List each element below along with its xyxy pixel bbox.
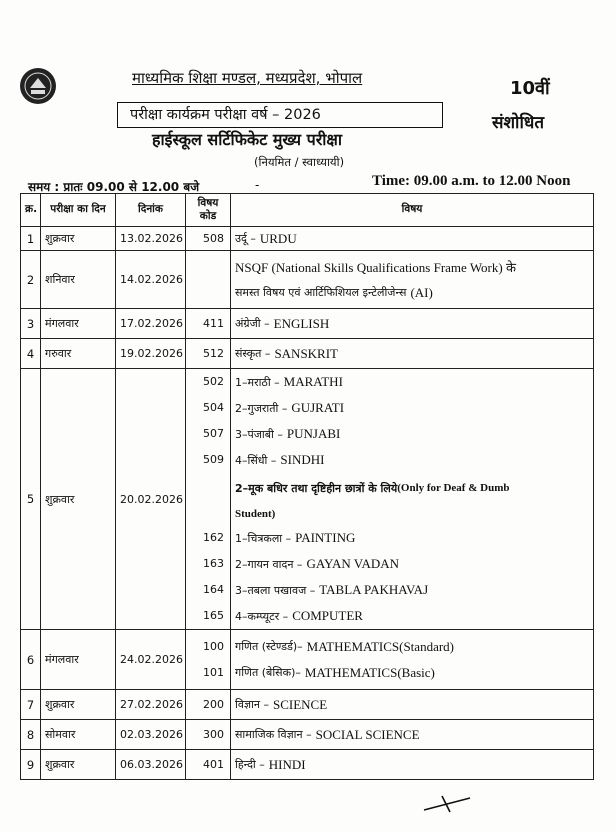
- subject-hindi: हिन्दी –: [235, 758, 265, 771]
- subject-line: [235, 725, 589, 745]
- subject-english: MATHEMATICS(Standard): [306, 638, 454, 654]
- subject-hindi: समस्त विषय एवं आर्टिफिशियल इन्टेलीजेन्स: [235, 286, 407, 299]
- subject-line: [235, 395, 589, 421]
- time-separator: -: [255, 178, 260, 192]
- serial-cell: 5: [21, 369, 41, 630]
- subject-hindi: अंग्रेजी –: [235, 317, 270, 330]
- subject-english: SINDHI: [280, 452, 325, 467]
- subject-line: [235, 280, 589, 306]
- subject-code: 507: [203, 427, 224, 440]
- subject-code: 509: [203, 453, 224, 466]
- subject-line: [235, 369, 589, 395]
- subject-hindi: संस्कृत –: [235, 347, 271, 360]
- board-seal-logo: [18, 66, 58, 106]
- subject-hindi: 2–गुजराती –: [235, 401, 288, 415]
- subject-english: MARATHI: [283, 374, 343, 389]
- subject-code: 100: [203, 639, 224, 653]
- table-row: [21, 227, 594, 251]
- subject-code: 162: [203, 531, 224, 544]
- date-cell: 06.03.2026: [116, 750, 186, 780]
- subject-code: 504: [203, 401, 224, 414]
- subject-hindi: 4–कम्प्यूटर –: [235, 609, 289, 623]
- subject-english: GAYAN VADAN: [306, 556, 400, 571]
- serial-cell: 6: [21, 630, 41, 690]
- subject-line: [235, 254, 589, 280]
- subject-english: TABLA PAKHAVAJ: [319, 582, 429, 597]
- serial-cell: 1: [21, 227, 41, 251]
- subject-code: 300: [203, 727, 224, 741]
- table-header-row: [21, 194, 594, 227]
- subject-hindi: गणित (बेसिक)–: [235, 666, 301, 679]
- subject-english: PUNJABI: [286, 426, 341, 441]
- subject-hindi: 3–पंजाबी –: [235, 427, 283, 441]
- subject-line: [235, 660, 589, 686]
- subject-english: SCIENCE: [272, 696, 328, 712]
- subject-code: 101: [203, 665, 224, 679]
- table-row: [21, 630, 594, 690]
- exam-type: (नियमित / स्वाध्यायी): [254, 155, 345, 169]
- subject-english: COMPUTER: [292, 608, 363, 623]
- subject-english: ENGLISH: [273, 315, 330, 331]
- code-cell: [186, 369, 231, 630]
- revised-label: संशोधित: [492, 113, 545, 133]
- subject-hindi: 1–मराठी –: [235, 375, 280, 389]
- subject-line: [235, 473, 589, 503]
- subject-english: URDU: [259, 230, 297, 246]
- subject-english: SANSKRIT: [274, 345, 339, 361]
- subject-line: [235, 525, 589, 551]
- subject-cell: [231, 227, 594, 251]
- header-day: परीक्षा का दिन: [41, 194, 116, 227]
- serial-cell: 7: [21, 690, 41, 720]
- subject-english: HINDI: [268, 756, 306, 772]
- subject-hindi: 3–तबला पखावज –: [235, 583, 316, 597]
- subject-hindi: उर्दू –: [235, 232, 256, 245]
- subject-code: 165: [203, 609, 224, 622]
- table-row: [21, 720, 594, 750]
- class-label: 10वीं: [510, 78, 550, 99]
- subject-code: [190, 503, 224, 525]
- subject-hindi: सामाजिक विज्ञान –: [235, 728, 312, 741]
- table-row: [21, 309, 594, 339]
- table-row: [21, 369, 594, 630]
- subject-cell: [231, 339, 594, 369]
- schedule-title: परीक्षा कार्यक्रम परीक्षा वर्ष – 2026: [130, 107, 321, 123]
- serial-cell: 2: [21, 251, 41, 309]
- subject-cell: [231, 369, 594, 630]
- subject-hindi-note: 2–मूक बधिर तथा दृष्टिहीन छात्रों के लिये: [235, 481, 398, 495]
- subject-english: MATHEMATICS(Basic): [304, 664, 435, 680]
- subject-cell: [231, 750, 594, 780]
- day-cell: शुक्रवार: [41, 227, 116, 251]
- subject-code: 401: [203, 757, 224, 771]
- subject-hindi: विज्ञान –: [235, 698, 269, 711]
- subject-code: 502: [203, 375, 224, 388]
- subject-line: [235, 577, 589, 603]
- subject-code: 411: [203, 316, 224, 330]
- day-cell: शुक्रवार: [41, 750, 116, 780]
- subject-note: (Only for Deaf & Dumb: [397, 482, 510, 494]
- date-cell: 24.02.2026: [116, 630, 186, 690]
- date-cell: 19.02.2026: [116, 339, 186, 369]
- subject-code: 200: [203, 697, 224, 711]
- subject-cell: [231, 309, 594, 339]
- code-cell: [186, 630, 231, 690]
- subject-note: Student): [235, 508, 276, 520]
- subject-english: GUJRATI: [291, 400, 345, 415]
- subject-line: [235, 551, 589, 577]
- serial-cell: 9: [21, 750, 41, 780]
- subject-line: [235, 421, 589, 447]
- day-cell: शुक्रवार: [41, 690, 116, 720]
- subject-code: 164: [203, 583, 224, 596]
- subject-hindi: गणित (स्टेण्डर्ड)–: [235, 640, 303, 653]
- subject-line: [235, 447, 589, 473]
- table-body: [21, 227, 594, 780]
- subject-hindi: 4–सिंधी –: [235, 453, 277, 467]
- subject-code: 508: [203, 231, 224, 245]
- serial-cell: 3: [21, 309, 41, 339]
- code-cell: [186, 339, 231, 369]
- subject-cell: [231, 690, 594, 720]
- subject-line: [235, 755, 589, 775]
- day-cell: मंगलवार: [41, 630, 116, 690]
- code-cell: [186, 309, 231, 339]
- header-code: विषय कोड: [186, 194, 231, 227]
- subject-english: (AI): [410, 284, 433, 300]
- subject-code: [190, 473, 224, 503]
- subject-cell: [231, 251, 594, 309]
- subject-hindi: 2–गायन वादन –: [235, 557, 303, 571]
- header-date: दिनांक: [116, 194, 186, 227]
- code-cell: [186, 251, 231, 309]
- date-cell: 14.02.2026: [116, 251, 186, 309]
- table-row: [21, 251, 594, 309]
- code-cell: [186, 750, 231, 780]
- date-cell: 02.03.2026: [116, 720, 186, 750]
- exam-name: हाईस्कूल सर्टिफिकेट मुख्य परीक्षा: [152, 130, 343, 149]
- subject-line: [235, 695, 589, 715]
- day-cell: शुक्रवार: [41, 369, 116, 630]
- subject-cell: [231, 720, 594, 750]
- code-cell: [186, 690, 231, 720]
- subject-line: [235, 344, 589, 364]
- day-cell: सोमवार: [41, 720, 116, 750]
- date-cell: 27.02.2026: [116, 690, 186, 720]
- subject-line: [235, 314, 589, 334]
- subject-line: [235, 229, 589, 249]
- subject-code: 512: [203, 346, 224, 360]
- subject-english: NSQF (National Skills Qualifications Frame Work) के: [235, 259, 516, 275]
- table-row: [21, 690, 594, 720]
- subject-cell: [231, 630, 594, 690]
- serial-cell: 8: [21, 720, 41, 750]
- subject-code: 163: [203, 557, 224, 570]
- schedule-table-wrap: [20, 193, 594, 780]
- day-cell: गरुवार: [41, 339, 116, 369]
- date-cell: 20.02.2026: [116, 369, 186, 630]
- serial-cell: 4: [21, 339, 41, 369]
- header-subject: विषय: [231, 194, 594, 227]
- table-row: [21, 750, 594, 780]
- signature-mark: [420, 792, 480, 814]
- day-cell: शनिवार: [41, 251, 116, 309]
- subject-english: SOCIAL SCIENCE: [315, 726, 420, 742]
- day-cell: मंगलवार: [41, 309, 116, 339]
- table-row: [21, 339, 594, 369]
- code-cell: [186, 227, 231, 251]
- code-cell: [186, 720, 231, 750]
- header-sn: क्र.: [21, 194, 41, 227]
- subject-line: [235, 603, 589, 629]
- date-cell: 17.02.2026: [116, 309, 186, 339]
- time-english: Time: 09.00 a.m. to 12.00 Noon: [372, 173, 571, 189]
- subject-hindi: 1–चित्रकला –: [235, 531, 292, 545]
- date-cell: 13.02.2026: [116, 227, 186, 251]
- board-name: माध्यमिक शिक्षा मण्डल, मध्यप्रदेश, भोपाल: [132, 69, 363, 87]
- subject-line: [235, 503, 589, 525]
- schedule-table: [20, 193, 594, 780]
- subject-line: [235, 634, 589, 660]
- subject-english: PAINTING: [295, 530, 356, 545]
- time-hindi: समय : प्रातः 09.00 से 12.00 बजे: [28, 180, 200, 194]
